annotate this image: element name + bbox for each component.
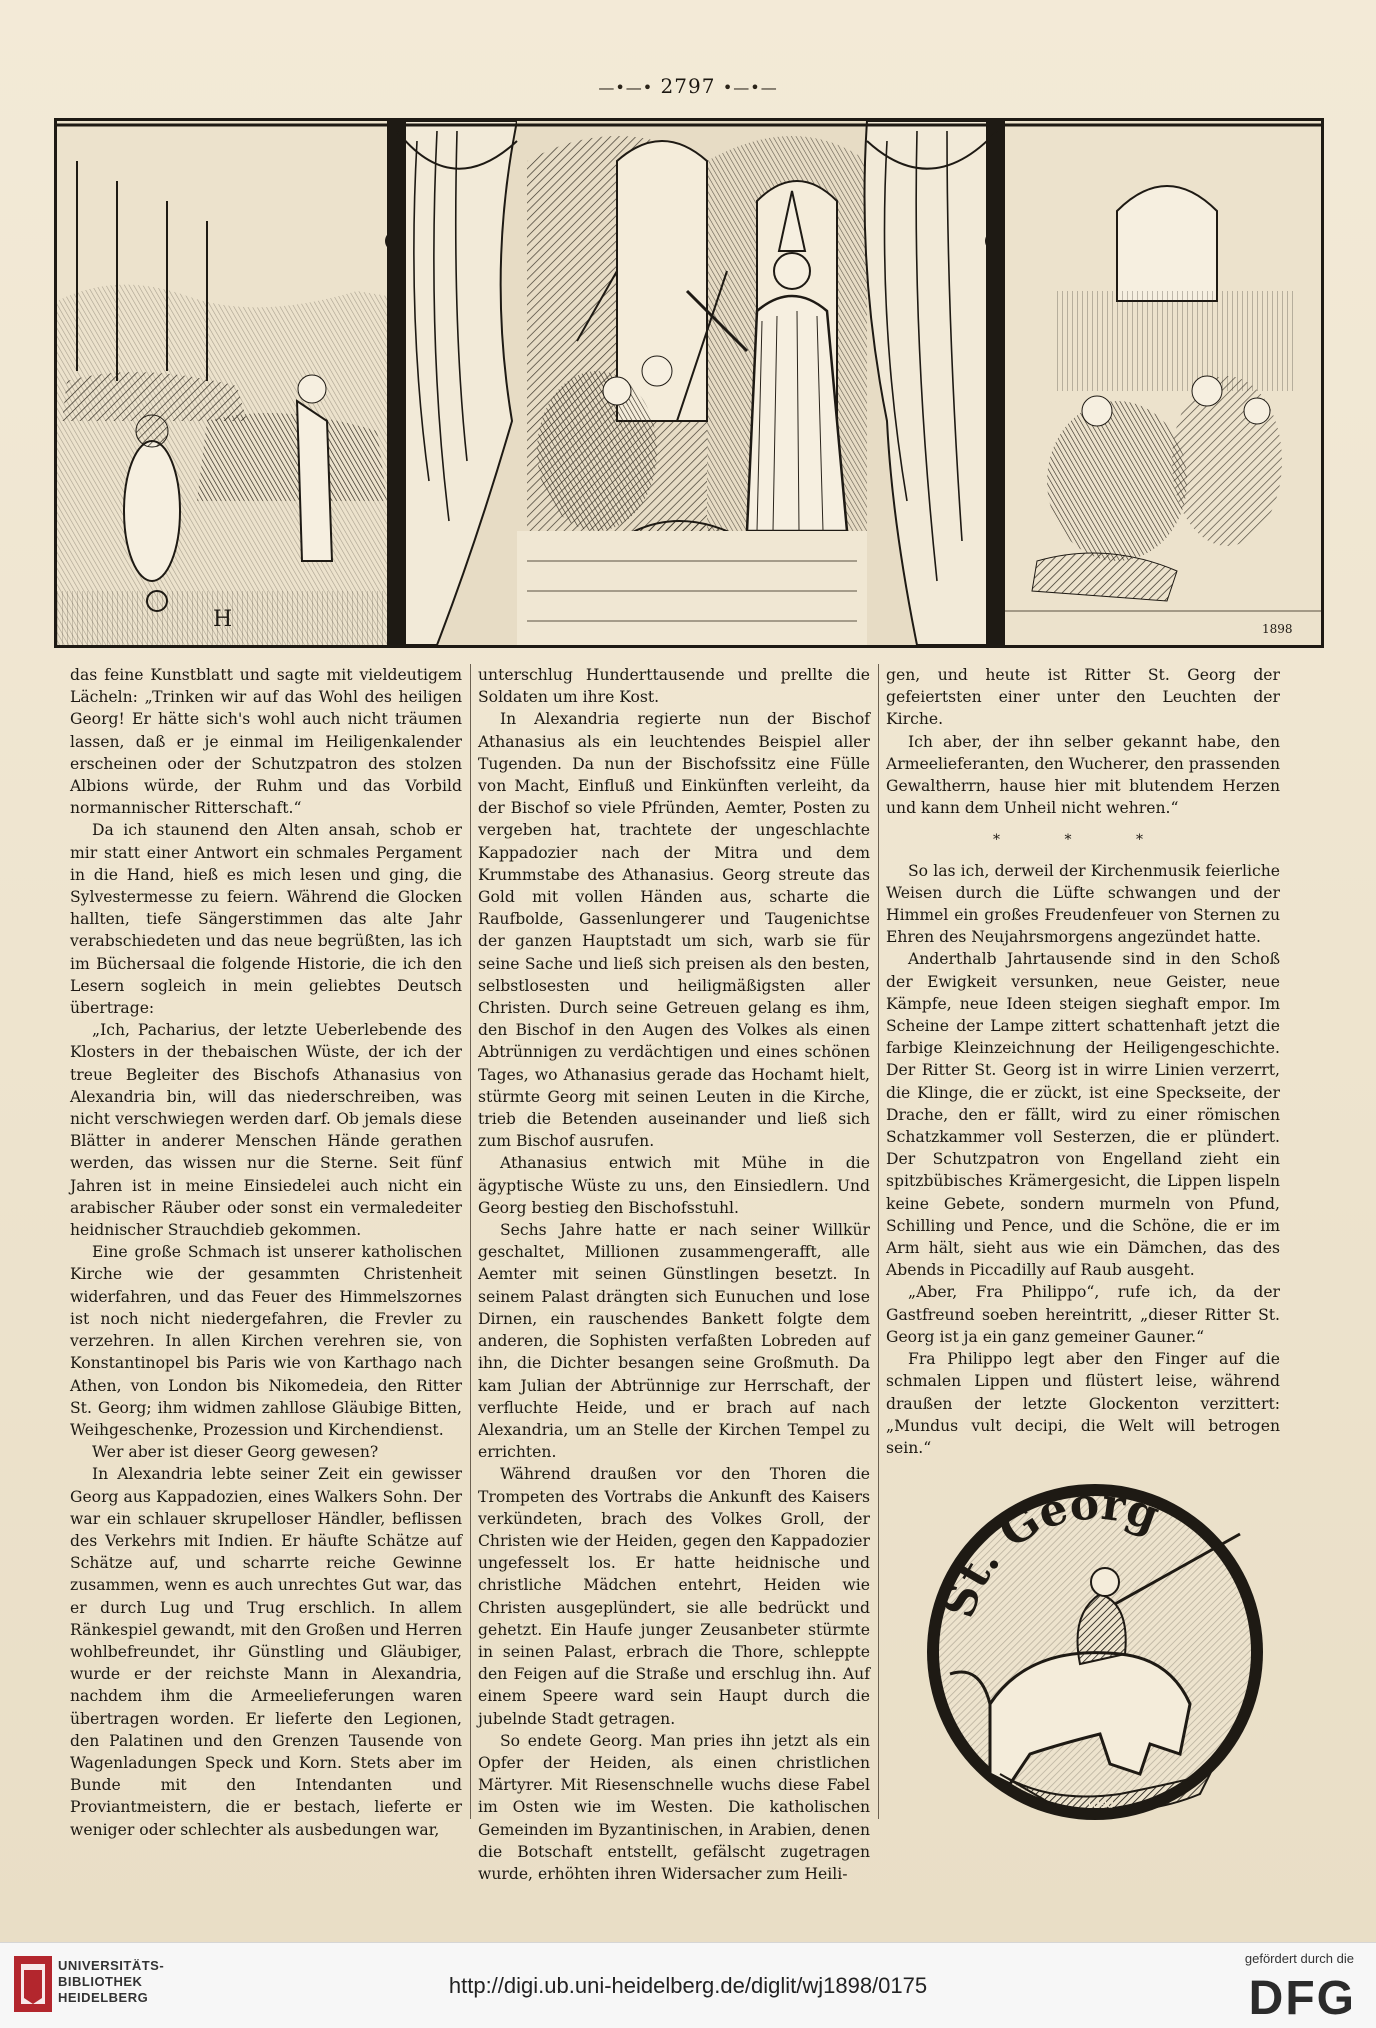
paragraph: Anderthalb Jahrtausende sind in den Schoß der Ewigkeit versunken, neue Geister, neue Kämpfe, neue Ideen steigen sieghaft empor. Im Scheine der Lampe zittert schattenhaft jetzt die farbige Kleinzeichnung der Heiligengeschichte. Der Ritter St. Georg ist in wirre Linien verzerrt, die Klinge, die er zückt, ist eine Speckseite, der Drache, den er fällt, wird zu einer römischen Schatzkammer voll Sesterzen, die er plündert. Der Schutzpatron von Engelland zieht ein spitzbübisches Krämergesicht, die Lippen lispeln keine Gebete, sondern murmeln von Pfund, Schilling und Pence, und die Schöne, die er im Arm hält, sieht aus wie ein Dämchen, das des Abends in Piccadilly auf Raub ausgeht. (886, 950, 1280, 1280)
paragraph: Eine große Schmach ist unserer katholischen Kirche wie der gesammten Christenheit widerfahren, und das Feuer des Himmelszornes ist noch nicht niedergefahren, die Frevler zu verzehren. In allen Kirchen verehren sie, von Konstantinopel bis Paris wie von Karthago nach Athen, von London bis Nikomedeia, den Ritter St. Georg; ihm widmen zahllose Gläubige Bitten, Weihgeschenke, Prozession und Kirchendienst. (70, 1243, 462, 1439)
source-url-link[interactable]: http://digi.ub.uni-heidelberg.de/diglit/wj1898/0175 (448, 1973, 928, 1998)
paragraph: In Alexandria regierte nun der Bischof Athanasius als ein leuchtendes Beispiel aller Tugenden. Da nun der Bischofssitz eine Fülle von Macht, Einfluß und Einkünften verleiht, da der Bischof so viele Pfründen, Aemter, Posten zu vergeben hat, trachtete der ungeschlachte Kappadozier nach der Mitra und dem Krummstabe des Athanasius. Georg streute das Gold mit vollen Händen aus, scharte die Raufbolde, Gassenlungerer und Taugenichtse der ganzen Hauptstadt um sich, warb sie für seine Sache und ließ sich preisen als den besten, selbstlosesten und heiligmäßigsten aller Christen. Durch seine Getreuen gelang es ihm, den Bischof in den Augen des Volkes als einen Abtrünnigen zu verdächtigen und eines schönen Tages, wo Athanasius gerade das Hochamt hielt, stürmte Georg mit seinen Leuten in die Kirche, trieb die Betenden auseinander und ließ sich zum Bischof ausrufen. (478, 710, 870, 1151)
paragraph: „Ich, Pacharius, der letzte Ueberlebende des Klosters in der thebaischen Wüste, der ich der treue Begleiter des Bischofs Athanasius von Alexandria bin, will das niederschreiben, was nicht verschwiegen werden darf. Ob jemals diese Blätter in anderer Menschen Hände gerathen werden, das wissen nur die Sterne. Seit fünf Jahren ist in meine Einsiedelei auch nicht ein arabischer Räuber oder sonst ein vermaledeiter heidnischer Strauchdieb gekommen. (70, 1021, 462, 1240)
paragraph: So endete Georg. Man pries ihn jetzt als ein Opfer der Heiden, als einen christlichen Märtyrer. Mit Riesenschnelle wuchs diese Fabel im Osten wie im Westen. Die katholischen Gemeinden im Byzantinischen, in Arabien, denen die Botschaft entstellt, gefälscht zugetragen wurde, erhöhten ihren Widersacher zum Heili- (478, 1731, 870, 1883)
paragraph: Sechs Jahre hatte er nach seiner Willkür geschaltet, Millionen zusammengerafft, alle Aemter mit seinen Günstlingen besetzt. In seinem Palast drängten sich Eunuchen und lose Dirnen, ein rauschendes Bankett folgte dem anderen, die Sophisten verfaßten Lobreden auf ihn, die Dichter besangen seine Großmuth. Da kam Julian der Abtrünnige zur Herrschaft, der verfluchte Heide, und er brach auf nach Alexandria, um an Stelle der Kirchen Tempel zu errichten. (478, 1221, 870, 1462)
section-divider-stars: * * * (993, 832, 1173, 849)
paragraph: Ich aber, der ihn selber gekannt habe, den Armeelieferanten, den Wucherer, den prassenden Gewaltherrn, hause hier mit blutendem Herzen und kann dem Unheil nicht wehren.“ (886, 732, 1280, 818)
text-column-1 (70, 664, 462, 1841)
artist-monogram: H (213, 607, 233, 632)
column-rule-1 (470, 664, 471, 1819)
header-illustration (54, 118, 1324, 648)
text-column-2 (478, 664, 870, 1885)
paragraph: unterschlug Hunderttausende und prellte die Soldaten um ihre Kost. (478, 666, 870, 707)
paragraph: Wer aber ist dieser Georg gewesen? (92, 1443, 379, 1462)
page-number-text: 2797 (660, 74, 716, 98)
digitization-footer (0, 1942, 1376, 2028)
paragraph: „Aber, Fra Philippo“, rufe ich, da der Gastfreund soeben hereintritt, „dieser Ritter St. Georg ist ja ein ganz gemeiner Gauner.“ (886, 1283, 1280, 1346)
funding-note: gefördert durch die (1244, 1951, 1354, 1966)
left-harbour-panel (57, 121, 387, 645)
paragraph: das feine Kunstblatt und sagte mit vieldeutigem Lächeln: „Trinken wir auf das Wohl des heiligen Georg! Er hätte sich's wohl auch nicht träumen lassen, daß er je einmal im Heiligenkalender erscheinen oder der Schutzpatron des stolzen Albions würde, der Ruhm und das Vorbild normannischer Ritterschaft.“ (70, 666, 462, 818)
paragraph: Athanasius entwich mit Mühe in die ägyptische Wüste zu uns, den Einsiedlern. Und Georg bestieg den Bischofsstuhl. (478, 1154, 870, 1217)
institution-name: UNIVERSITÄTS- BIBLIOTHEK HEIDELBERG (58, 1958, 165, 2005)
dfg-logo: DFG (1248, 1972, 1356, 2025)
paragraph: gen, und heute ist Ritter St. Georg der gefeiertsten einer unter den Leuchten der Kirche. (886, 666, 1280, 729)
st-georg-medallion (910, 1474, 1280, 1829)
paragraph: Während draußen vor den Thoren die Trompeten des Vortrabs die Ankunft des Kaisers verkündeten, brach des Volkes Groll, der Christen wie der Heiden, gegen den Kappadozier ungefesselt los. Er hatte heidnische und christliche Mädchen entehrt, Heiden wie Christen ausgeplündert, sie alle bedrückt und gehetzt. Ein Haufe junger Zeusanbeter stürmte in seinen Palast, erbrach die Thore, schleppte den Feigen auf die Straße und erschlug ihn. Auf einem Speere ward sein Haupt durch die jubelnde Stadt getragen. (478, 1465, 870, 1728)
paragraph: Fra Philippo legt aber den Finger auf die schmalen Lippen und flüstert leise, während draußen der letzte Glockenton verzittert: „Mundus vult decipi, die Welt will betrogen sein.“ (886, 1350, 1280, 1457)
right-mob-panel (1005, 121, 1321, 645)
paragraph: In Alexandria lebte seiner Zeit ein gewisser Georg aus Kappadozien, eines Walkers Sohn. Der war ein schlauer skrupelloser Händler, beflissen des Verkehrs mit Indien. Er häufte Schätze auf Schätze auf, und scharrte reiche Gewinne zusammen, wenn es auch unrechtes Gut war, das er durch Lug und Trug erschlich. In allem Ränkespiel gewandt, mit den Großen und Herren wohlbefreundet, ihr Günstling und Gläubiger, wurde er der reichste Mann in Alexandria, nachdem ihm die Armeelieferungen waren übertragen worden. Er lieferte den Legionen, den Palatinen und den Grenzen Tausende von Wagenladungen Speck und Korn. Stets aber im Bunde mit den Intendanten und Proviantmeistern, die er bestach, lieferte er weniger oder schlechter als ausbedungen war, (70, 1465, 462, 1839)
page-number (0, 74, 1376, 98)
medallion-drawing (910, 1474, 1280, 1829)
center-church-panel (517, 121, 867, 645)
medallion-inscription: St. Georg (933, 1478, 1166, 1624)
paragraph: So las ich, derweil der Kirchenmusik feierliche Weisen durch die Lüfte schwangen und der Himmel ein großes Freudenfeuer von Sternen zu Ehren des Neujahrsmorgens angezündet hatte. (886, 861, 1280, 947)
left-curtain (387, 121, 517, 645)
medallion-date: 1898 (1086, 1798, 1114, 1811)
column-rule-2 (878, 664, 879, 1819)
right-curtain (865, 121, 1006, 645)
illustration-date: 1898 (1262, 622, 1293, 636)
text-column-3 (886, 664, 1280, 1459)
paragraph: Da ich staunend den Alten ansah, schob er mir statt einer Antwort ein schmales Pergament in die Hand, hieß es mich lesen und ging, die Sylvestermesse zu feiern. Während die Glocken hallten, tiefe Sängerstimmen das alte Jahr verabschiedeten und das neue begrüßten, las ich im Büchersaal die folgende Historie, die ich den Lesern sogleich in mein geliebtes Deutsch übertrage: (70, 821, 462, 1018)
ornament-left: —•—• (598, 78, 654, 97)
illustration-drawing (57, 121, 1321, 645)
ornament-right: •—•— (722, 78, 778, 97)
